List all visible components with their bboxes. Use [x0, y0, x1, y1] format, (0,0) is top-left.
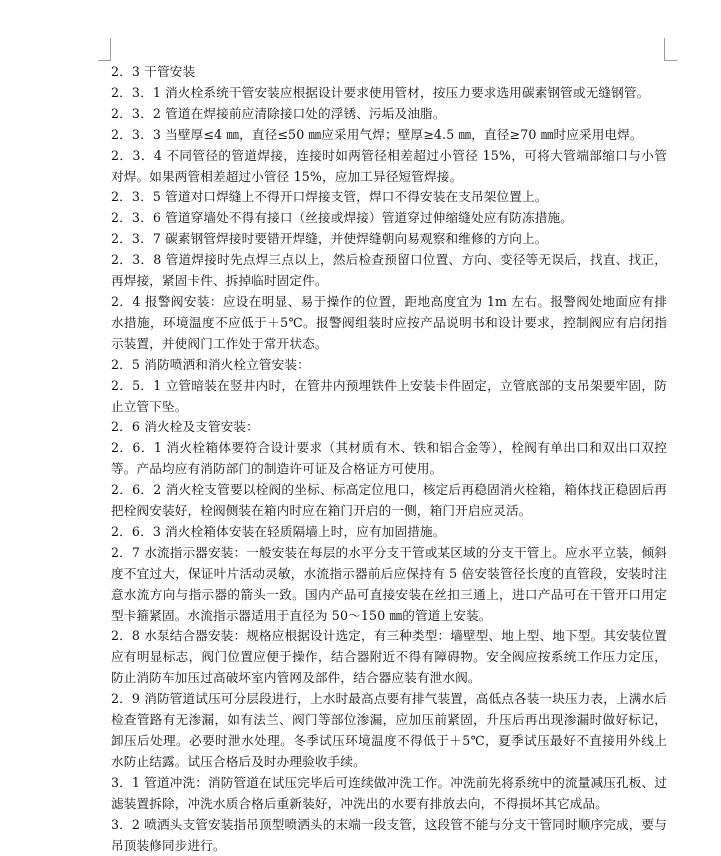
paragraph: 2．9 消防管道试压可分层段进行，上水时最高点要有排气装置，高低点各装一块压力表，上满水后检查管路有无渗漏，如有法兰、阀门等部位渗漏，应加压前紧固，升压后再出现渗漏时做好标记，卸压后处理。必要时泄水处理。冬季试压环境温度不得低于＋5℃，夏季试压最好不直接用外线上水防止结露。试压合格后及时办理验收手续。 [111, 691, 667, 769]
paragraph: 2．3．1 消火栓系统干管安装应根据设计要求使用管材，按压力要求选用碳素钢管或无缝钢管。 [111, 84, 650, 100]
paragraph: 2．7 水流指示器安装：一般安装在每层的水平分支干管或某区域的分支干管上。应水平立装，倾斜度不宜过大，保证叶片活动灵敏，水流指示器前后应保持有 5 倍安装管径长度的直管段，安装时注意水流方向与指示器的箭头一致。国内产品可直接安装在丝扣三通上，进口产品可在干管开口用定型卡箍紧固。水流指示器适用于直径为 50～150 ㎜的管道上安装。 [111, 544, 667, 623]
paragraph: 2．3 干管安装 [111, 64, 196, 79]
paragraph: 2．6．1 消火栓箱体要符合设计要求（其材质有木、铁和铝合金等），栓阀有单出口和双出口双控等。产品均应有消防部门的制造许可证及合格证方可使用。 [111, 440, 667, 477]
page-corner-mark-right [664, 38, 677, 61]
page-corner-mark-left [98, 38, 111, 61]
paragraph: 2．6．3 消火栓箱体安装在轻质隔墙上时，应有加固措施。 [111, 523, 446, 539]
paragraph: 2．6．2 消火栓支管要以栓阀的坐标、标高定位甩口，核定后再稳固消火栓箱，箱体找正稳固后再把栓阀安装好，栓阀侧装在箱内时应在箱门开启的一侧，箱门开启应灵活。 [111, 482, 667, 519]
paragraph: 2．3．7 碳素钢管焊接时要错开焊缝，并使焊缝朝向易观察和维修的方向上。 [111, 231, 548, 247]
paragraph-partial: 3．2 喷洒头支管安装指吊顶型喷洒头的末端一段支管，这段管不能与分支干管同时顺序完成，要与吊顶装修同步进行。 [111, 816, 667, 853]
paragraph: 2．3．3 当壁厚≤4 ㎜，直径≤50 ㎜应采用气焊；壁厚≥4.5 ㎜，直径≥70 ㎜时应采用电焊。 [111, 126, 643, 142]
paragraph: 2．6 消火栓及支管安装： [111, 419, 259, 435]
paragraph: 2．5 消防喷洒和消火栓立管安装： [111, 356, 310, 372]
paragraph: 2．8 水泵结合器安装：规格应根据设计选定，有三种类型：墙壁型、地上型、地下型。其安装位置应有明显标志，阀门位置应便于操作，结合器附近不得有障碍物。安全阀应按系统工作压力定压，防止消防车加压过高破坏室内管网及部件，结合器应装有泄水阀。 [111, 628, 667, 686]
paragraph: 2．3．8 管道焊接时先点焊三点以上，然后检查预留口位置、方向、变径等无误后，找直、找正，再焊接，紧固卡件、拆掉临时固定件。 [111, 252, 667, 289]
paragraph: 2．3．2 管道在焊接前应清除接口处的浮锈、污垢及油脂。 [111, 105, 446, 121]
paragraph: 2．3．4 不同管径的管道焊接，连接时如两管径相差超过小管径 15%，可将大管端部缩口与小管对焊。如果两管相差超过小管径 15%，应加工异径短管焊接。 [111, 147, 667, 184]
paragraph: 2．3．5 管道对口焊缝上不得开口焊接支管，焊口不得安装在支吊架位置上。 [111, 189, 548, 205]
document-body [111, 62, 667, 853]
paragraph: 2．5．1 立管暗装在竖井内时，在管井内预埋铁件上安装卡件固定，立管底部的支吊架要牢固，防止立管下坠。 [111, 377, 667, 414]
paragraph: 2．4 报警阀安装：应设在明显、易于操作的位置，距地高度宜为 1m 左右。报警阀处地面应有排水措施，环境温度不应低于＋5℃。报警阀组装时应按产品说明书和设计要求，控制阀应有启闭指示装置，并使阀门工作处于常开状态。 [111, 293, 667, 351]
paragraph: 2．3．6 管道穿墙处不得有接口（丝接或焊接）管道穿过伸缩缝处应有防冻措施。 [111, 210, 573, 226]
paragraph: 3．1 管道冲洗：消防管道在试压完毕后可连续做冲洗工作。冲洗前先将系统中的流量减压孔板、过滤装置拆除，冲洗水质合格后重新装好，冲洗出的水要有排放去向，不得损坏其它成品。 [111, 774, 667, 811]
